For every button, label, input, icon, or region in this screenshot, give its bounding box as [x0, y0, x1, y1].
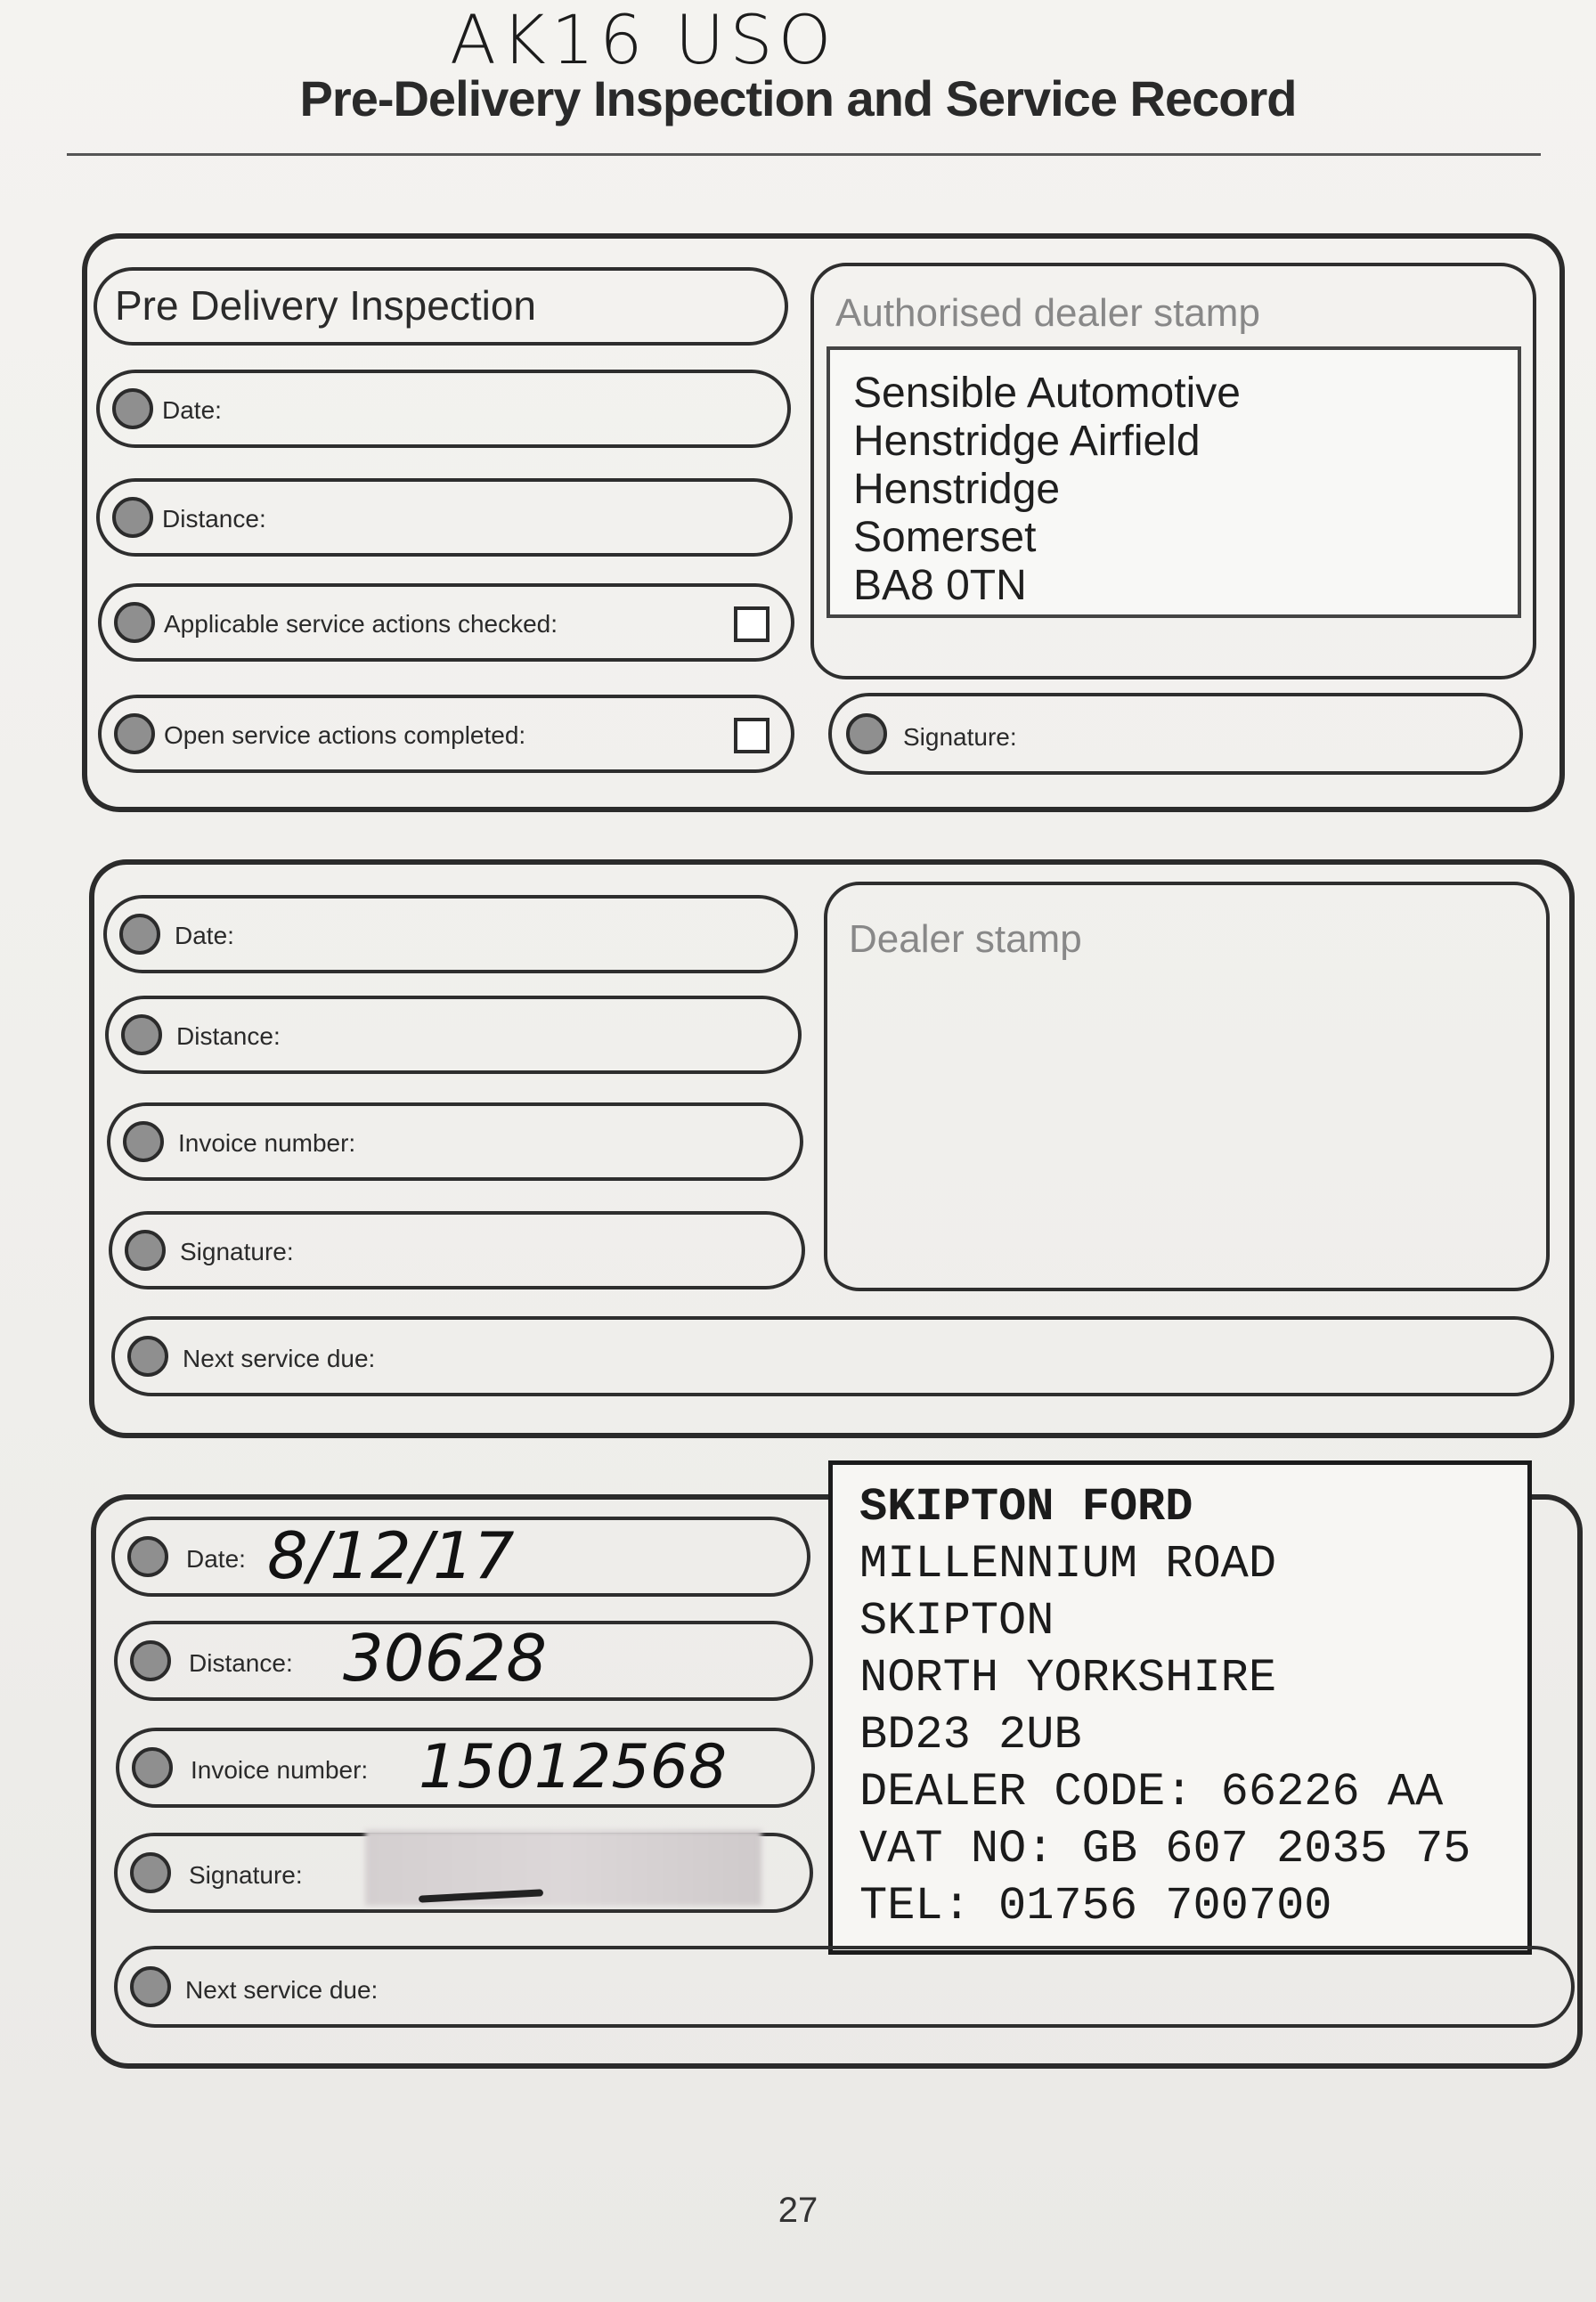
service2-distance-value: 30628	[343, 1621, 548, 1696]
bullet-icon	[123, 1121, 164, 1162]
service2-next-service-field[interactable]	[114, 1946, 1575, 2028]
pdi-service-completed-label: Open service actions completed:	[164, 721, 526, 749]
authorised-stamp-panel	[810, 263, 1536, 679]
service1-invoice-field[interactable]	[107, 1102, 803, 1181]
authorised-stamp-title: Authorised dealer stamp	[835, 291, 1260, 335]
service1-next-service-label: Next service due:	[183, 1345, 376, 1372]
stamp-line: VAT NO: GB 607 2035 75	[859, 1823, 1471, 1875]
bullet-icon	[130, 1966, 171, 2007]
stamp-line: Henstridge Airfield	[853, 418, 1201, 465]
stamp-line: DEALER CODE: 66226 AA	[859, 1766, 1444, 1818]
stamp-line: TEL: 01756 700700	[859, 1880, 1332, 1932]
stamp-line: SKIPTON FORD	[859, 1481, 1193, 1533]
redacted-signature	[365, 1830, 761, 1906]
bullet-icon	[114, 602, 155, 643]
title-divider	[67, 153, 1541, 156]
service-checked-checkbox[interactable]	[734, 606, 770, 642]
stamp-line: Sensible Automotive	[853, 370, 1241, 417]
bullet-icon	[846, 713, 887, 754]
bullet-icon	[125, 1230, 166, 1271]
bullet-icon	[114, 713, 155, 754]
pdi-heading-pill	[94, 267, 788, 346]
bullet-icon	[119, 914, 160, 955]
service-completed-checkbox[interactable]	[734, 718, 770, 753]
service1-date-label: Date:	[175, 922, 234, 949]
service2-invoice-value: 15012568	[419, 1732, 728, 1802]
pdi-signature-field[interactable]	[828, 693, 1523, 775]
pdi-date-label: Date:	[162, 396, 222, 424]
stamp-line: Henstridge	[853, 466, 1061, 513]
service1-distance-label: Distance:	[176, 1022, 281, 1050]
stamp-line: MILLENNIUM ROAD	[859, 1538, 1277, 1590]
stamp-line: BA8 0TN	[853, 562, 1027, 609]
pdi-distance-field[interactable]	[96, 478, 793, 557]
bullet-icon	[130, 1640, 171, 1681]
bullet-icon	[127, 1536, 168, 1577]
stamp-line: BD23 2UB	[859, 1709, 1082, 1761]
service1-signature-label: Signature:	[180, 1238, 294, 1265]
service1-next-service-field[interactable]	[111, 1316, 1554, 1396]
bullet-icon	[132, 1747, 173, 1788]
bullet-icon	[130, 1852, 171, 1893]
handwritten-registration: AK16 USO	[450, 0, 837, 79]
pdi-distance-label: Distance:	[162, 505, 266, 533]
service1-date-field[interactable]	[103, 895, 798, 973]
pdi-date-field[interactable]	[96, 370, 791, 448]
service2-distance-label: Distance:	[189, 1649, 293, 1677]
service2-date-label: Date:	[186, 1545, 246, 1573]
bullet-icon	[112, 388, 153, 429]
stamp-line: SKIPTON	[859, 1595, 1054, 1647]
dealer-stamp-title: Dealer stamp	[849, 917, 1082, 961]
service1-distance-field[interactable]	[105, 996, 802, 1074]
dealer-stamp-panel-1	[824, 882, 1550, 1291]
page-number: 27	[778, 2191, 818, 2230]
page-title: Pre-Delivery Inspection and Service Record	[299, 70, 1297, 126]
pdi-service-checked-field	[98, 583, 794, 662]
service2-date-value: 8/12/17	[267, 1518, 515, 1593]
service2-invoice-label: Invoice number:	[191, 1756, 369, 1784]
service1-signature-field[interactable]	[109, 1211, 805, 1289]
stamp-line: NORTH YORKSHIRE	[859, 1652, 1277, 1704]
bullet-icon	[127, 1336, 168, 1377]
pdi-service-completed-field	[98, 695, 794, 773]
bullet-icon	[112, 497, 153, 538]
pdi-heading: Pre Delivery Inspection	[115, 282, 536, 329]
sensible-automotive-stamp	[826, 346, 1521, 618]
service1-invoice-label: Invoice number:	[178, 1129, 356, 1157]
service2-next-service-label: Next service due:	[185, 1976, 379, 2004]
bullet-icon	[121, 1014, 162, 1055]
pdi-signature-label: Signature:	[903, 723, 1017, 751]
pdi-service-checked-label: Applicable service actions checked:	[164, 610, 558, 638]
service2-signature-label: Signature:	[189, 1861, 303, 1889]
skipton-ford-stamp	[828, 1460, 1532, 1955]
stamp-line: Somerset	[853, 514, 1037, 561]
